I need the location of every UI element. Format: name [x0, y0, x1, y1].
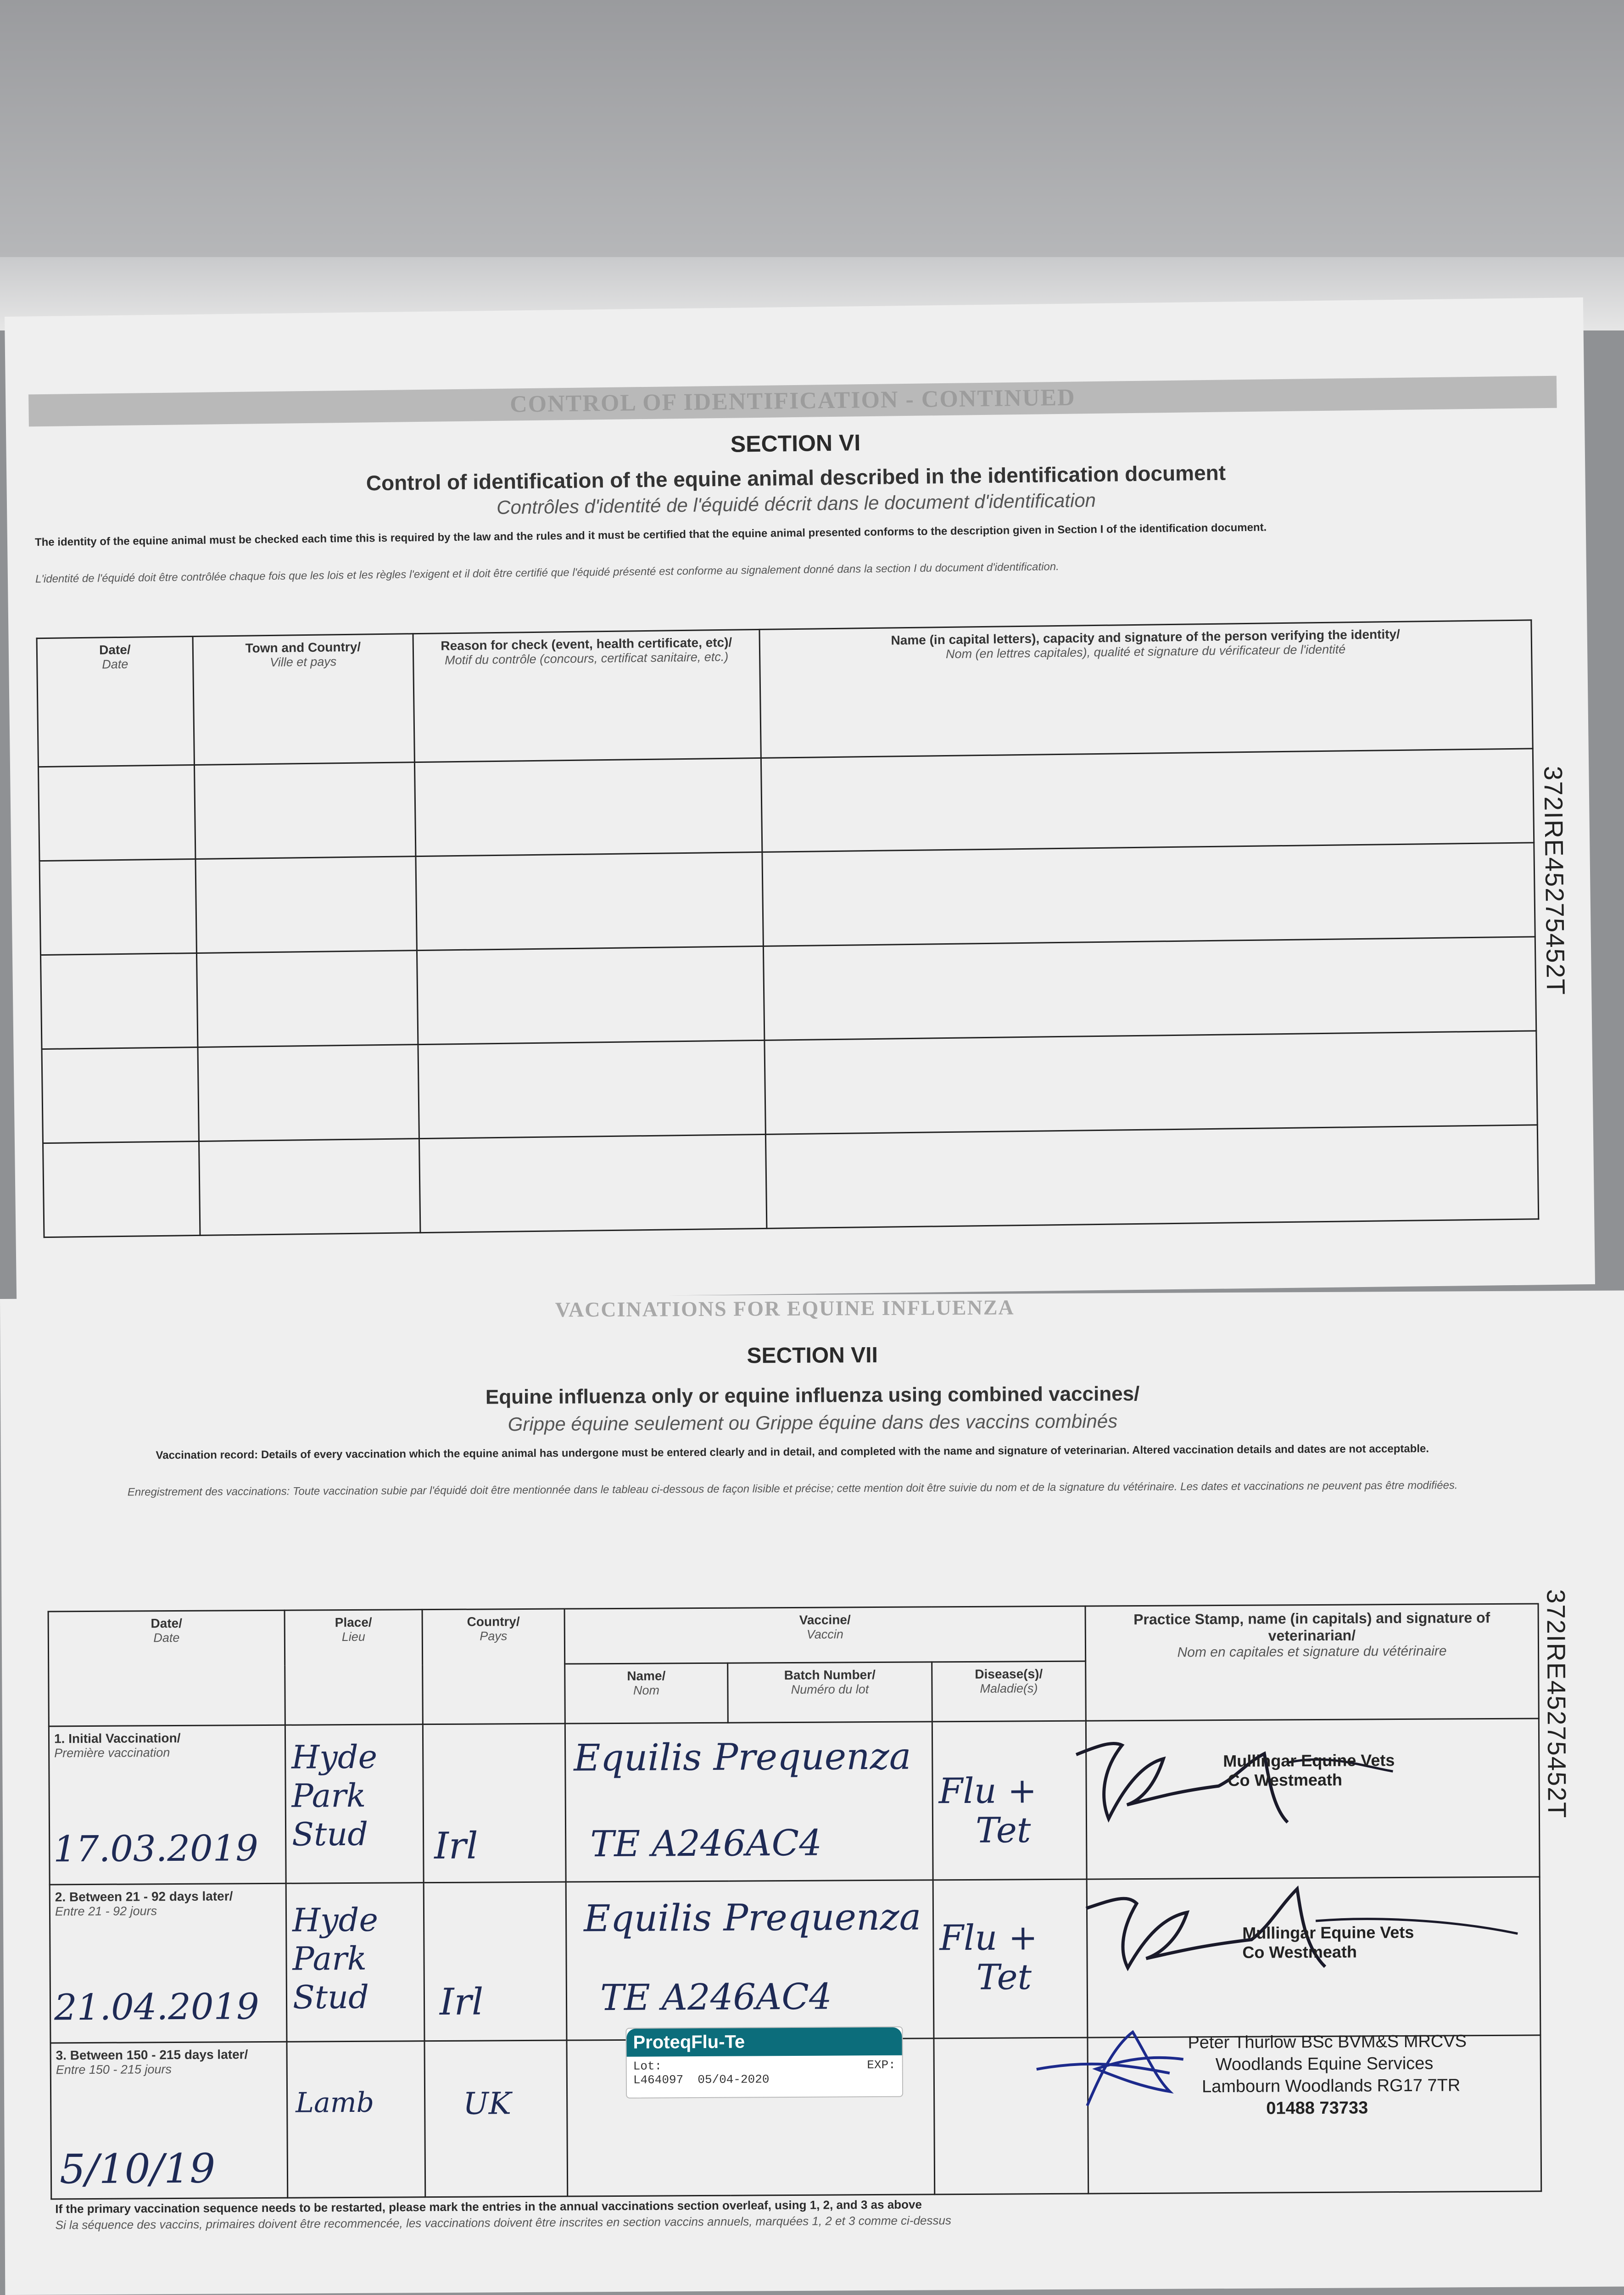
- handwritten-disease: Flu + Tet: [938, 1770, 1037, 1851]
- table-cell[interactable]: [42, 1047, 199, 1143]
- table-header-row: [37, 620, 1533, 767]
- section-note-fr: Enregistrement des vaccinations: Toute vaccination subie par l'équidé doit être mentionnée dans le tableau ci-dessous de façon lisible et précise; cette mention doit être suivie du nom et de la signature du vétérinaire. Les dates et vaccinations ne peuvent pas être modifiées.: [127, 1479, 1458, 1499]
- section-title-fr: Contrôles d'identité de l'équidé décrit dans le document d'identification: [496, 489, 1096, 518]
- table-cell[interactable]: [196, 951, 418, 1047]
- vet-stamp-3: Peter Thurlow BSc BVM&S MRCVS Woodlands Equine Services Lambourn Woodlands RG17 7TR 01488 73733: [1188, 2032, 1467, 2118]
- footer-note-fr: Si la séquence des vaccins, primaires doivent être recommencée, les vaccinations doivent être inscrites en section vaccins annuels, marquées 1, 2 et 3 comme ci-dessus: [55, 2213, 952, 2232]
- vet-stamp-1: Mullingar Equine Vets Co Westmeath: [1223, 1751, 1395, 1790]
- page-section-vi: [5, 297, 1595, 1304]
- document-id-vertical: 372IRE45275452T: [1539, 766, 1571, 996]
- table-cell[interactable]: [419, 1134, 766, 1232]
- handwritten-country: Irl: [439, 1980, 484, 2024]
- handwritten-vaccine-name: Equilis Prequenza: [574, 1735, 911, 1780]
- identity-checks-table: [36, 619, 1540, 1238]
- vet-stamp-2: Mullingar Equine Vets Co Westmeath: [1242, 1922, 1414, 1962]
- table-cell[interactable]: [418, 1040, 765, 1138]
- col-date: Date/ Date: [48, 1610, 285, 1726]
- table-cell[interactable]: [39, 859, 196, 955]
- table-cell[interactable]: [38, 765, 195, 861]
- sticker-brand: ProteqFlu-Te: [626, 2027, 902, 2057]
- handwritten-date: 21.04.2019: [54, 1986, 259, 2029]
- table-cell[interactable]: [416, 852, 763, 950]
- handwritten-place: Hyde Park Stud: [292, 1901, 379, 2016]
- handwritten-vaccine-name: Equilis Prequenza: [583, 1895, 921, 1940]
- section-note: Vaccination record: Details of every vaccination which the equine animal has undergone must be entered clearly and in detail, and completed with the name and signature of veterinarian. Altered vaccination details and dates are not acceptable.: [156, 1442, 1429, 1462]
- col-vaccine: Vaccine/ Vaccin: [564, 1606, 1086, 1664]
- footer-note: If the primary vaccination sequence needs to be restarted, please mark the entries in the annual vaccinations section overleaf, using 1, 2, and 3 as above: [55, 2197, 922, 2216]
- background-surface: [0, 0, 1624, 285]
- row-label-cell[interactable]: 2. Between 21 - 92 days later/ Entre 21 - 92 jours: [50, 1883, 287, 2043]
- col-disease: Disease(s)/ Maladie(s): [932, 1661, 1086, 1722]
- handwritten-batch: TE A246AC4: [600, 1976, 832, 2019]
- section-title: Control of identification of the equine animal described in the identification document: [366, 460, 1226, 495]
- table-cell[interactable]: [40, 953, 197, 1049]
- col-town-country: Town and Country/ Ville et pays: [193, 634, 414, 765]
- col-reason: Reason for check (event, health certificate, etc)/ Motif du contrôle (concours, certificat sanitaire, etc.): [413, 629, 761, 762]
- row-label-cell[interactable]: 1. Initial Vaccination/ Première vaccination: [49, 1725, 286, 1885]
- document-id-vertical: 372IRE45275452T: [1541, 1589, 1572, 1819]
- table-cell[interactable]: [414, 758, 762, 856]
- table-row: [43, 1125, 1539, 1237]
- handwritten-place: Hyde Park Stud: [291, 1738, 378, 1853]
- section-note-fr: L'identité de l'équidé doit être contrôlée chaque fois que les lois et les règles l'exigent et il doit être certifié que l'équidé présenté est conforme au signalement donné dans la section I du document d'identification.: [35, 560, 1059, 586]
- handwritten-batch: TE A246AC4: [590, 1822, 822, 1865]
- col-verifier: Name (in capital letters), capacity and signature of the person verifying the identity/ Nom (en lettres capitales), qualité et signature du vérificateur de l'identité: [759, 620, 1533, 758]
- row-label-cell[interactable]: 3. Between 150 - 215 days later/ Entre 150 - 215 jours: [50, 2042, 288, 2199]
- col-country: Country/ Pays: [422, 1609, 565, 1724]
- col-batch-number: Batch Number/ Numéro du lot: [728, 1662, 932, 1723]
- table-row: [42, 1031, 1537, 1143]
- col-date: Date/ Date: [37, 637, 194, 767]
- handwritten-date: 17.03.2019: [53, 1828, 259, 1870]
- table-cell[interactable]: [199, 1139, 420, 1236]
- table-cell[interactable]: [198, 1045, 419, 1142]
- table-cell[interactable]: [417, 946, 764, 1044]
- section-band: VACCINATIONS FOR EQUINE INFLUENZA: [555, 1295, 1015, 1321]
- table-cell[interactable]: [287, 2041, 425, 2198]
- page-section-vii: [0, 1290, 1624, 2295]
- table-cell[interactable]: [765, 1031, 1537, 1135]
- table-row: [39, 843, 1535, 955]
- table-cell[interactable]: [43, 1141, 200, 1237]
- table-cell[interactable]: [194, 762, 415, 859]
- table-cell[interactable]: [195, 856, 417, 953]
- section-note: The identity of the equine animal must be checked each time this is required by the law and the rules and it must be certified that the equine animal presented conforms to the description given in Section I of the identification document.: [34, 521, 1267, 549]
- section-label: SECTION VII: [747, 1343, 878, 1368]
- col-place: Place/ Lieu: [285, 1610, 423, 1725]
- table-cell[interactable]: [761, 749, 1534, 852]
- table-row: [40, 937, 1536, 1049]
- sticker-details: Lot: EXP: L464097 05/04-2020: [633, 2058, 896, 2087]
- col-vaccine-name: Name/ Nom: [565, 1663, 728, 1724]
- vaccine-sticker: [625, 2026, 903, 2099]
- handwritten-place: Lamb: [295, 2086, 374, 2119]
- table-cell[interactable]: [765, 1125, 1538, 1229]
- section-title: Equine influenza only or equine influenza using combined vaccines/: [485, 1383, 1140, 1409]
- handwritten-date: 5/10/19: [59, 2144, 216, 2193]
- handwritten-country: UK: [463, 2086, 512, 2121]
- table-cell[interactable]: [762, 843, 1535, 946]
- col-vet: Practice Stamp, name (in capitals) and signature of veterinarian/ Nom en capitales et signature du vétérinaire: [1085, 1604, 1539, 1721]
- section-band: CONTROL OF IDENTIFICATION - CONTINUED: [28, 376, 1557, 427]
- handwritten-disease: Flu + Tet: [939, 1917, 1038, 1998]
- table-cell[interactable]: [763, 937, 1536, 1041]
- table-header-row: [48, 1604, 1539, 1667]
- table-row: [38, 749, 1534, 861]
- section-label: SECTION VI: [730, 430, 861, 457]
- handwritten-country: Irl: [434, 1824, 478, 1868]
- section-title-fr: Grippe équine seulement ou Grippe équine dans des vaccins combinés: [508, 1410, 1118, 1435]
